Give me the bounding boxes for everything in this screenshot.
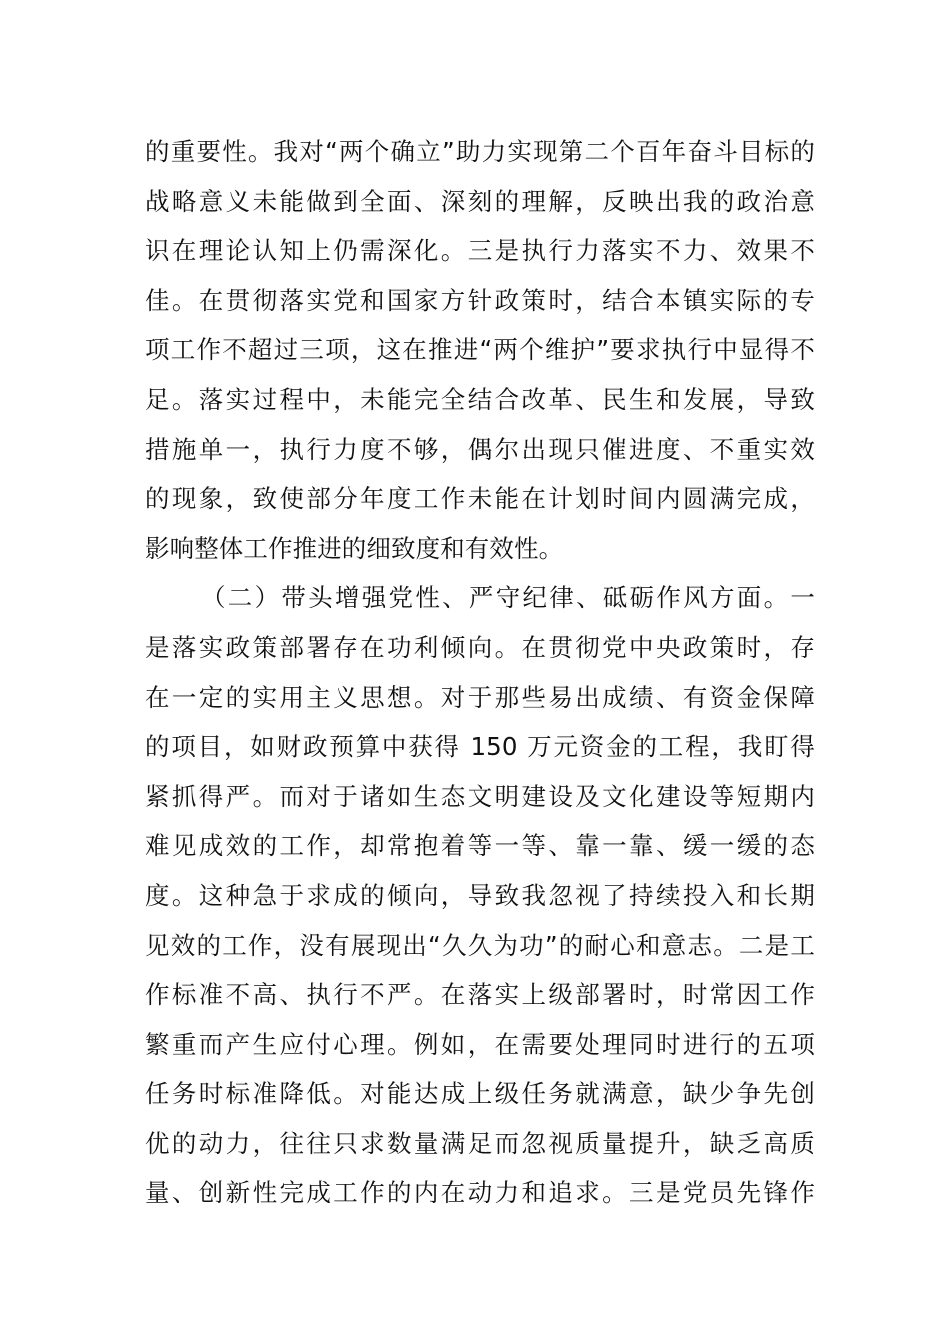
text-line: 度。这种急于求成的倾向，导致我忽视了持续投入和长期	[145, 880, 815, 910]
text-line: 措施单一，执行力度不够，偶尔出现只催进度、不重实效	[145, 434, 815, 464]
text-line: 优的动力，往往只求数量满足而忽视质量提升，缺乏高质	[145, 1128, 815, 1158]
text-line: 难见成效的工作，却常抱着等一等、靠一靠、缓一缓的态	[145, 831, 815, 861]
text-line: 战略意义未能做到全面、深刻的理解，反映出我的政治意	[145, 186, 815, 216]
text-line: 识在理论认知上仍需深化。三是执行力落实不力、效果不	[145, 236, 815, 266]
text-line: 在一定的实用主义思想。对于那些易出成绩、有资金保障	[145, 682, 815, 712]
body-text	[145, 127, 815, 1218]
text-line: 项工作不超过三项，这在推进“两个维护”要求执行中显得不	[145, 335, 815, 365]
text-line: 的项目，如财政预算中获得 150 万元资金的工程，我盯得	[145, 732, 815, 762]
text-line: 的现象，致使部分年度工作未能在计划时间内圆满完成，	[145, 484, 815, 514]
text-line: 佳。在贯彻落实党和国家方针政策时，结合本镇实际的专	[145, 285, 815, 315]
text-line: 紧抓得严。而对于诸如生态文明建设及文化建设等短期内	[145, 781, 815, 811]
text-line: 作标准不高、执行不严。在落实上级部署时，时常因工作	[145, 980, 815, 1010]
section-heading-line: （二）带头增强党性、严守纪律、砥砺作风方面。一	[201, 583, 815, 613]
text-line: 的重要性。我对“两个确立”助力实现第二个百年奋斗目标的	[145, 137, 815, 166]
text-line: 见效的工作，没有展现出“久久为功”的耐心和意志。二是工	[145, 930, 815, 960]
text-line: 足。落实过程中，未能完全结合改革、民生和发展，导致	[145, 384, 815, 414]
text-line: 繁重而产生应付心理。例如，在需要处理同时进行的五项	[145, 1029, 815, 1059]
text-line: 任务时标准降低。对能达成上级任务就满意，缺少争先创	[145, 1079, 815, 1109]
text-line: 量、创新性完成工作的内在动力和追求。三是党员先锋作	[145, 1178, 815, 1208]
text-line: 影响整体工作推进的细致度和有效性。	[145, 533, 564, 563]
text-line: 是落实政策部署存在功利倾向。在贯彻党中央政策时，存	[145, 632, 815, 662]
